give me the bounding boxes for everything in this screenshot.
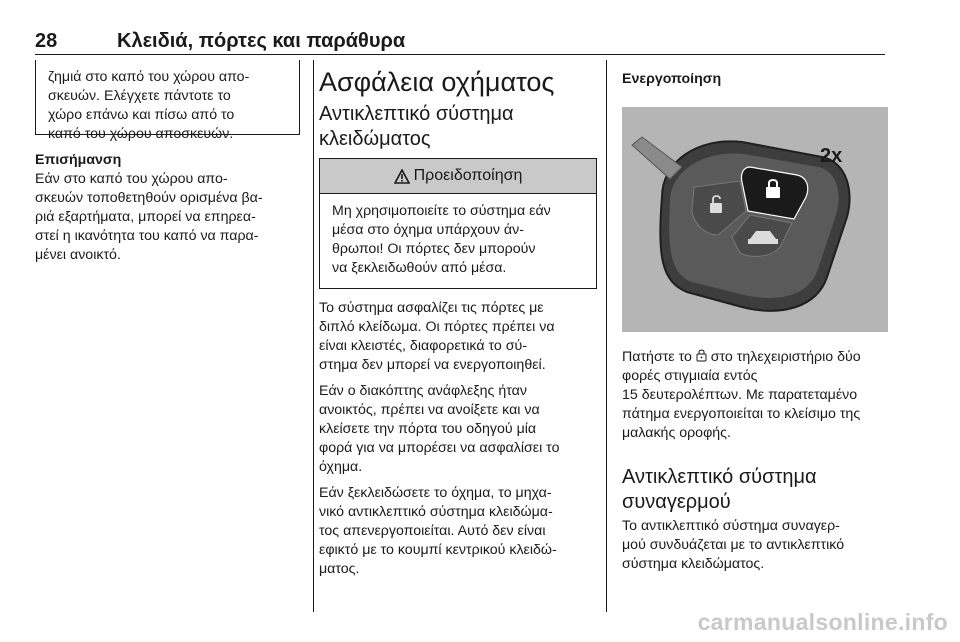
column-1	[35, 60, 300, 265]
immobilizer-title	[622, 465, 888, 515]
text-line: μαλακής οροφής.	[622, 425, 731, 441]
text-line: 15 δευτερολέπτων. Με παρατεταμένο	[622, 387, 858, 403]
subsection-title-line: κλειδώματος	[319, 128, 431, 150]
text-line: φορές στιγμιαία εντός	[622, 368, 758, 384]
text-line: φορά για να μπορέσει να ασφαλίσει το	[319, 440, 560, 456]
column-2	[313, 60, 597, 586]
subsection-title	[319, 102, 597, 152]
text-line: διπλό κλείδωμα. Οι πόρτες πρέπει να	[319, 319, 555, 335]
warning-header	[320, 159, 596, 194]
text-line: Εάν στο καπό του χώρου απο-	[35, 171, 228, 187]
text-line: κλείσετε την πόρτα του οδηγού μία	[319, 421, 537, 437]
text-line: στεί η ικανότητα του καπό να παρα-	[35, 228, 259, 244]
press-count-label: 2x	[820, 145, 843, 167]
immobilizer-title-line: συναγερμού	[622, 491, 731, 513]
activation-title: Ενεργοποίηση	[622, 71, 722, 87]
text-line: νικό αντικλεπτικό σύστημα κλειδώμα-	[319, 504, 553, 520]
page-header	[35, 28, 885, 55]
note-title: Επισήμανση	[35, 152, 122, 168]
body-text	[319, 299, 599, 579]
watermark: carmanualsonline.info	[697, 609, 948, 635]
running-title: Κλειδιά, πόρτες και παράθυρα	[117, 30, 406, 52]
text-line: μού συνδυάζεται με το αντικλεπτικό	[622, 537, 845, 553]
paragraph	[319, 299, 599, 375]
warning-box	[319, 158, 597, 289]
text-line: όχημα.	[319, 459, 363, 475]
text-line: μένει ανοικτό.	[35, 247, 121, 263]
text-line: Μη χρησιμοποιείτε το σύστημα εάν	[332, 203, 551, 219]
text-line: Εάν ο διακόπτης ανάφλεξης ήταν	[319, 383, 527, 399]
paragraph	[319, 484, 599, 579]
text-line: σκευών. Ελέγχετε πάντοτε το	[48, 88, 231, 104]
lock-symbol-icon	[696, 349, 707, 362]
text-line: Το σύστημα ασφαλίζει τις πόρτες με	[319, 300, 544, 316]
column-3	[622, 60, 888, 574]
warning-body	[320, 194, 596, 288]
text-line: είναι κλειστές, διαφορετικά το σύ-	[319, 338, 527, 354]
key-fob-illustration	[622, 107, 888, 332]
text-segment: Πατήστε το	[622, 349, 696, 365]
subsection-title-line: Αντικλεπτικό σύστημα	[319, 103, 514, 125]
column-divider-right	[606, 60, 607, 612]
immobilizer-title-line: Αντικλεπτικό σύστημα	[622, 466, 817, 488]
text-line: ανοικτός, πρέπει να ανοίξετε και να	[319, 402, 540, 418]
text-line: σύστημα κλειδώματος.	[622, 556, 765, 572]
activation-text	[622, 348, 888, 443]
text-line: πάτημα ενεργοποιείται το κλείσιμο της	[622, 406, 861, 422]
warning-box-continuation	[35, 60, 300, 142]
text-line: εφικτό με το κουμπί κεντρικού κλειδώ-	[319, 542, 557, 558]
text-line: ματος.	[319, 561, 360, 577]
text-line: τος απενεργοποιείται. Αυτό δεν είναι	[319, 523, 546, 539]
warning-title: Προειδοποίηση	[413, 167, 523, 184]
warning-triangle-icon	[394, 169, 410, 184]
paragraph	[319, 382, 599, 477]
text-line	[622, 348, 888, 367]
text-line: χώρο επάνω και πίσω από το	[48, 107, 235, 123]
page-number: 28	[35, 30, 58, 52]
key-fob-figure	[622, 107, 888, 332]
text-line: Εάν ξεκλειδώσετε το όχημα, το μηχα-	[319, 485, 552, 501]
text-line: θρωποι! Οι πόρτες δεν μπορούν	[332, 241, 536, 257]
text-line: στημα δεν μπορεί να ενεργοποιηθεί.	[319, 357, 546, 373]
text-line: Το αντικλεπτικό σύστημα συναγερ-	[622, 518, 840, 534]
text-line: να ξεκλειδωθούν από μέσα.	[332, 260, 507, 276]
text-line: μέσα στο όχημα υπάρχουν άν-	[332, 222, 524, 238]
section-title: Ασφάλεια οχήματος	[319, 67, 555, 97]
immobilizer-text	[622, 517, 888, 574]
text-line: καπό του χώρου αποσκευών.	[48, 126, 234, 142]
text-line: σκευών τοποθετηθούν ορισμένα βα-	[35, 190, 263, 206]
text-segment: στο τηλεχειριστήριο δύο	[706, 349, 861, 365]
text-line: ριά εξαρτήματα, μπορεί να επηρεα-	[35, 209, 256, 225]
text-line: ζημιά στο καπό του χώρου απο-	[48, 69, 250, 85]
